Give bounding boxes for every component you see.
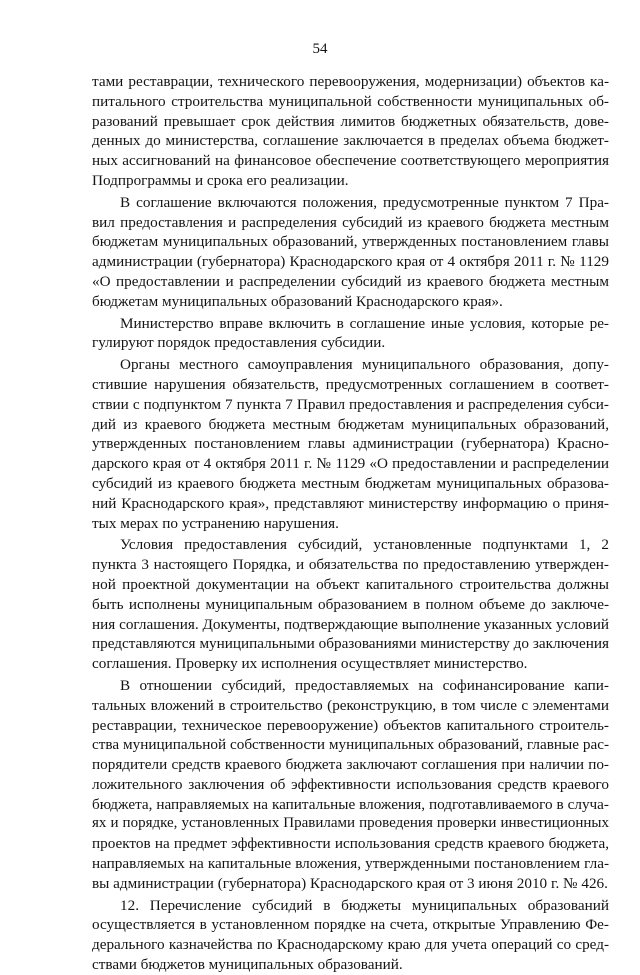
text-line: ствами бюджетов муниципальных образований. xyxy=(92,956,403,974)
text-line: ствии с подпунктом 7 пункта 7 Правил предоставления и распределения субси- xyxy=(92,395,609,413)
paragraph xyxy=(92,535,609,674)
page-number: 54 xyxy=(312,41,328,57)
text-line: Органы местного самоуправления муниципального образования, допу- xyxy=(120,356,609,374)
paragraph xyxy=(92,896,609,975)
text-line: 12. Перечисление субсидий в бюджеты муниципальных образований xyxy=(120,896,609,914)
text-line: Министерство вправе включить в соглашение иные условия, которые ре- xyxy=(120,314,609,332)
text-line: ной проектной документации на объект капитального строительства должны xyxy=(92,575,609,593)
text-line: разований превышает срок действия лимитов бюджетных обязательств, дове- xyxy=(92,112,609,130)
text-line: дий из краевого бюджета местным бюджетам муниципальных образований, xyxy=(92,415,609,433)
text-line: пункта 3 настоящего Порядка, и обязательства по предоставлению утвержден- xyxy=(92,556,609,574)
paragraph xyxy=(92,676,609,894)
text-line: гулируют порядок предоставления субсидии. xyxy=(92,334,386,352)
text-line: ний Краснодарского края», представляют министерству информацию о приня- xyxy=(92,494,609,512)
text-line: тальных вложений в строительство (реконструкцию, в том числе с элементами xyxy=(92,696,609,714)
text-line: утвержденных постановлением главы администрации (губернатора) Красно- xyxy=(92,435,609,453)
text-line: направляемых на капитальные вложения, утвержденными постановлением гла- xyxy=(92,855,609,873)
text-line: В соглашение включаются положения, предусмотренные пунктом 7 Пра- xyxy=(120,193,609,211)
text-line: ния соглашения. Документы, подтверждающие выполнение указанных условий xyxy=(92,615,609,633)
paragraph xyxy=(92,72,609,191)
text-line: проектов на предмет эффективности использования средств краевого бюджета, xyxy=(92,835,609,853)
text-line: порядители средств краевого бюджета заключают соглашения при наличии по- xyxy=(92,756,609,774)
text-line: бюджетам муниципальных образований, утвержденных постановлением главы xyxy=(92,233,609,251)
text-line: «О предоставлении и распределении субсидий из краевого бюджета местным xyxy=(92,272,609,290)
text-line: осуществляется в установленном порядке на счета, открытые Управлению Фе- xyxy=(92,916,609,934)
text-line: реставрации, техническое перевооружение) объектов капитального строитель- xyxy=(92,716,609,734)
paragraph xyxy=(92,314,609,354)
document-body xyxy=(92,72,609,975)
text-line: вил предоставления и распределения субсидий из краевого бюджета местным xyxy=(92,213,609,231)
text-line: тых мерах по устранению нарушения. xyxy=(92,514,339,532)
text-line: соглашения. Проверку их исполнения осуществляет министерство. xyxy=(92,655,528,673)
text-line: питального строительства муниципальной собственности муниципальных об- xyxy=(92,92,609,110)
text-line: дерального казначейства по Краснодарскому краю для учета операций со сред- xyxy=(92,936,609,954)
text-line: стившие нарушения обязательств, предусмотренных соглашением в соответ- xyxy=(92,375,609,393)
text-line: дарского края от 4 октября 2011 г. № 1129 «О предоставлении и распределении xyxy=(92,455,609,473)
text-line: ложительного заключения об эффективности использования средств краевого xyxy=(92,775,609,793)
text-line: быть исполнены муниципальным образованием в полном объеме до заключе- xyxy=(92,595,609,613)
text-line: субсидий из краевого бюджета местным бюджетам муниципальных образова- xyxy=(92,474,609,492)
text-line: денных до министерства, соглашение заключается в пределах объема бюджет- xyxy=(92,132,609,150)
text-line: В отношении субсидий, предоставляемых на софинансирование капи- xyxy=(120,676,609,694)
text-line: ных ассигнований на финансовое обеспечение соответствующего мероприятия xyxy=(92,152,609,170)
text-line: Условия предоставления субсидий, установленные подпунктами 1, 2 xyxy=(120,536,609,554)
text-line: администрации (губернатора) Краснодарского края от 4 октября 2011 г. № 1129 xyxy=(92,253,609,271)
text-line: ства муниципальной собственности муниципальных образований, главные рас- xyxy=(92,736,609,754)
text-line: бюджета, направляемых на капитальные вложения, подготавливаемого в случа- xyxy=(92,795,609,813)
text-line: тами реставрации, технического перевооружения, модернизации) объектов ка- xyxy=(92,73,609,90)
text-line: бюджетам муниципальных образований Краснодарского края». xyxy=(92,292,503,310)
text-line: Подпрограммы и срока его реализации. xyxy=(92,171,349,189)
text-line: ях и порядке, установленных Правилами проведения проверки инвестиционных xyxy=(92,815,609,832)
paragraph xyxy=(92,355,609,533)
text-line: представляются муниципальными образованиями министерству до заключения xyxy=(92,635,609,653)
paragraph xyxy=(92,193,609,312)
text-line: вы администрации (губернатора) Краснодарского края от 3 июня 2010 г. № 426. xyxy=(92,874,608,892)
